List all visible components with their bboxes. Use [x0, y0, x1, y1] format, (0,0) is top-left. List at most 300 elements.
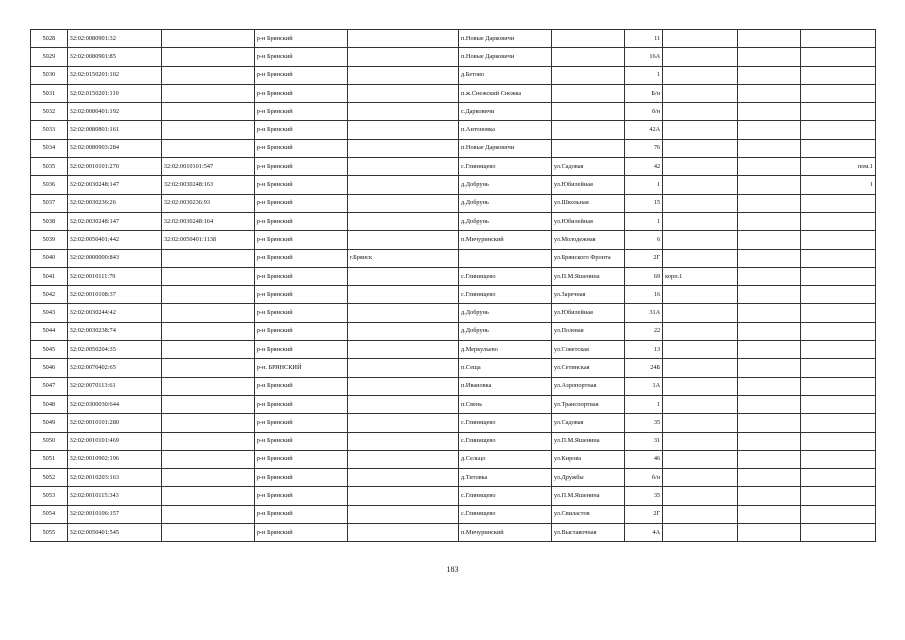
cell-district: р-н Брянский: [254, 194, 347, 212]
cell-cadastral-number: 32:02:0080903:284: [67, 139, 161, 157]
cell-district: р-н Брянский: [254, 103, 347, 121]
table-row: [31, 231, 876, 249]
cell-row-number: 5040: [31, 249, 68, 267]
cell-settlement: с.Дарковичи: [458, 103, 551, 121]
cell-flat: [737, 414, 801, 432]
cell-city: [347, 66, 458, 84]
cell-district: р-н Брянский: [254, 158, 347, 176]
cell-room: [801, 30, 876, 48]
cell-cadastral-number: 32:02:0010101:469: [67, 432, 161, 450]
cell-house-number: 1: [625, 66, 663, 84]
cell-street: ул.Выставочная: [551, 524, 624, 542]
registry-table: [30, 29, 876, 542]
cell-building: [663, 158, 738, 176]
cell-district: р-н Брянский: [254, 249, 347, 267]
cell-cadastral-number-2: [161, 450, 254, 468]
cell-cadastral-number: 32:02:0010902:196: [67, 450, 161, 468]
cell-room: [801, 267, 876, 285]
cell-house-number: 1: [625, 395, 663, 413]
cell-row-number: 5044: [31, 322, 68, 340]
cell-district: р-н Брянский: [254, 84, 347, 102]
table-row: [31, 176, 876, 194]
cell-building: [663, 30, 738, 48]
cell-flat: [737, 377, 801, 395]
cell-building: [663, 322, 738, 340]
table-row: [31, 267, 876, 285]
cell-city: [347, 30, 458, 48]
cell-house-number: 11: [625, 30, 663, 48]
cell-district: р-н Брянский: [254, 121, 347, 139]
cell-building: корп.1: [663, 267, 738, 285]
cell-street: ул.Молодежная: [551, 231, 624, 249]
cell-row-number: 5045: [31, 341, 68, 359]
cell-cadastral-number-2: [161, 249, 254, 267]
cell-room: [801, 84, 876, 102]
cell-house-number: 31А: [625, 304, 663, 322]
cell-room: [801, 341, 876, 359]
cell-building: [663, 432, 738, 450]
cell-building: [663, 84, 738, 102]
cell-street: ул.Транспортная: [551, 395, 624, 413]
cell-city: [347, 286, 458, 304]
cell-flat: [737, 66, 801, 84]
cell-building: [663, 194, 738, 212]
cell-street: ул.Садовая: [551, 414, 624, 432]
table-row: [31, 158, 876, 176]
cell-row-number: 5047: [31, 377, 68, 395]
cell-row-number: 5051: [31, 450, 68, 468]
cell-cadastral-number: 32:02:0080401:192: [67, 103, 161, 121]
cell-cadastral-number-2: [161, 414, 254, 432]
cell-flat: [737, 48, 801, 66]
cell-room: [801, 139, 876, 157]
cell-row-number: 5029: [31, 48, 68, 66]
cell-street: ул.Свиластов: [551, 505, 624, 523]
cell-house-number: 1: [625, 176, 663, 194]
cell-street: ул.Брянского Фронта: [551, 249, 624, 267]
cell-district: р-н Брянский: [254, 377, 347, 395]
cell-row-number: 5052: [31, 469, 68, 487]
cell-row-number: 5049: [31, 414, 68, 432]
cell-room: [801, 66, 876, 84]
table-row: [31, 432, 876, 450]
table-row: [31, 414, 876, 432]
cell-settlement: п.Мичуринский: [458, 524, 551, 542]
cell-district: р-н Брянский: [254, 176, 347, 194]
cell-settlement: с.Глинищево: [458, 158, 551, 176]
cell-room: [801, 450, 876, 468]
cell-room: [801, 322, 876, 340]
cell-cadastral-number: 32:02:0000000:843: [67, 249, 161, 267]
cell-cadastral-number-2: [161, 286, 254, 304]
cell-district: р-н Брянский: [254, 322, 347, 340]
cell-settlement: д.Добрунь: [458, 322, 551, 340]
cell-building: [663, 341, 738, 359]
cell-room: [801, 432, 876, 450]
cell-cadastral-number: 32:02:0010101:280: [67, 414, 161, 432]
cell-row-number: 5036: [31, 176, 68, 194]
cell-room: [801, 414, 876, 432]
cell-house-number: 69: [625, 267, 663, 285]
cell-district: р-н Брянский: [254, 304, 347, 322]
cell-city: [347, 359, 458, 377]
cell-city: [347, 469, 458, 487]
cell-cadastral-number: 32:02:0010203:163: [67, 469, 161, 487]
table-row: [31, 304, 876, 322]
cell-house-number: 4А: [625, 524, 663, 542]
cell-house-number: Б/н: [625, 84, 663, 102]
cell-flat: [737, 103, 801, 121]
cell-house-number: 42: [625, 158, 663, 176]
cell-cadastral-number-2: [161, 139, 254, 157]
cell-row-number: 5035: [31, 158, 68, 176]
cell-district: р-н Брянский: [254, 505, 347, 523]
cell-room: [801, 524, 876, 542]
cell-settlement: п.Новые Дарковичи: [458, 30, 551, 48]
cell-city: [347, 377, 458, 395]
cell-city: [347, 487, 458, 505]
cell-row-number: 5050: [31, 432, 68, 450]
cell-row-number: 5033: [31, 121, 68, 139]
table-row: [31, 469, 876, 487]
table-row: [31, 84, 876, 102]
cell-cadastral-number: 32:02:0050401:442: [67, 231, 161, 249]
cell-cadastral-number-2: [161, 359, 254, 377]
cell-building: [663, 304, 738, 322]
cell-district: р-н Брянский: [254, 231, 347, 249]
cell-house-number: 76: [625, 139, 663, 157]
cell-flat: [737, 341, 801, 359]
cell-district: р-н Брянский: [254, 66, 347, 84]
cell-cadastral-number: 32:02:0070113:61: [67, 377, 161, 395]
cell-settlement: с.Глинищево: [458, 414, 551, 432]
cell-room: [801, 304, 876, 322]
cell-street: ул.П.М.Яшенина: [551, 487, 624, 505]
cell-city: [347, 48, 458, 66]
cell-flat: [737, 84, 801, 102]
cell-house-number: 35: [625, 487, 663, 505]
cell-building: [663, 139, 738, 157]
cell-row-number: 5028: [31, 30, 68, 48]
table-row: [31, 194, 876, 212]
cell-room: [801, 121, 876, 139]
cell-flat: [737, 212, 801, 230]
cell-house-number: 24Б: [625, 359, 663, 377]
cell-room: [801, 286, 876, 304]
cell-cadastral-number-2: 32:02:0030248:163: [161, 176, 254, 194]
cell-house-number: 2Г: [625, 249, 663, 267]
table-row: [31, 139, 876, 157]
cell-room: [801, 469, 876, 487]
cell-cadastral-number: 32:02:0050401:545: [67, 524, 161, 542]
cell-settlement: п.Ивановка: [458, 377, 551, 395]
cell-city: [347, 139, 458, 157]
cell-flat: [737, 505, 801, 523]
cell-row-number: 5041: [31, 267, 68, 285]
table-row: [31, 450, 876, 468]
cell-house-number: 13: [625, 341, 663, 359]
cell-cadastral-number-2: [161, 505, 254, 523]
cell-flat: [737, 194, 801, 212]
cell-cadastral-number: 32:02:0030236:26: [67, 194, 161, 212]
cell-building: [663, 249, 738, 267]
cell-cadastral-number-2: 32:02:0050401:1138: [161, 231, 254, 249]
table-row: [31, 359, 876, 377]
cell-district: р-н Брянский: [254, 267, 347, 285]
cell-city: [347, 341, 458, 359]
cell-street: [551, 103, 624, 121]
cell-building: [663, 231, 738, 249]
cell-cadastral-number: 32:02:0030248:147: [67, 176, 161, 194]
cell-city: [347, 304, 458, 322]
cell-house-number: 16: [625, 286, 663, 304]
cell-building: [663, 212, 738, 230]
cell-row-number: 5039: [31, 231, 68, 249]
cell-row-number: 5030: [31, 66, 68, 84]
table-row: [31, 66, 876, 84]
cell-house-number: б/н: [625, 469, 663, 487]
cell-building: [663, 524, 738, 542]
cell-cadastral-number-2: [161, 121, 254, 139]
cell-row-number: 5031: [31, 84, 68, 102]
cell-settlement: с.Глинищево: [458, 286, 551, 304]
cell-street: [551, 48, 624, 66]
cell-room: [801, 231, 876, 249]
cell-building: [663, 48, 738, 66]
cell-city: [347, 414, 458, 432]
cell-building: [663, 286, 738, 304]
cell-row-number: 5055: [31, 524, 68, 542]
table-row: [31, 487, 876, 505]
cell-building: [663, 66, 738, 84]
cell-building: [663, 505, 738, 523]
cell-room: [801, 505, 876, 523]
page-number: 183: [446, 565, 459, 574]
cell-row-number: 5042: [31, 286, 68, 304]
cell-room: пом.1: [801, 158, 876, 176]
cell-building: [663, 414, 738, 432]
cell-house-number: 2Г: [625, 505, 663, 523]
cell-cadastral-number-2: [161, 103, 254, 121]
cell-flat: [737, 450, 801, 468]
cell-cadastral-number: 32:02:0030248:147: [67, 212, 161, 230]
cell-city: [347, 505, 458, 523]
cell-cadastral-number: 32:02:0050204:35: [67, 341, 161, 359]
cell-room: [801, 487, 876, 505]
cell-street: [551, 139, 624, 157]
cell-street: [551, 84, 624, 102]
cell-city: [347, 524, 458, 542]
table-row: [31, 286, 876, 304]
cell-flat: [737, 304, 801, 322]
cell-district: р-н Брянский: [254, 469, 347, 487]
cell-house-number: 42А: [625, 121, 663, 139]
cell-settlement: п.ж.Снежский Снежка: [458, 84, 551, 102]
cell-district: р-н Брянский: [254, 395, 347, 413]
cell-flat: [737, 395, 801, 413]
cell-house-number: б/н: [625, 103, 663, 121]
cell-city: [347, 322, 458, 340]
cell-room: [801, 194, 876, 212]
cell-district: р-н Брянский: [254, 341, 347, 359]
cell-room: [801, 395, 876, 413]
cell-cadastral-number-2: [161, 48, 254, 66]
cell-flat: [737, 139, 801, 157]
cell-flat: [737, 469, 801, 487]
cell-flat: [737, 267, 801, 285]
cell-street: ул.Садовая: [551, 158, 624, 176]
cell-district: р-н Брянский: [254, 48, 347, 66]
cell-cadastral-number: 32:02:0010115:343: [67, 487, 161, 505]
cell-flat: [737, 524, 801, 542]
cell-district: р-н Брянский: [254, 30, 347, 48]
cell-building: [663, 103, 738, 121]
cell-cadastral-number: 32:02:0150201:102: [67, 66, 161, 84]
cell-city: [347, 450, 458, 468]
cell-building: [663, 377, 738, 395]
cell-street: ул.Сетинская: [551, 359, 624, 377]
cell-row-number: 5048: [31, 395, 68, 413]
cell-settlement: с.Глинищево: [458, 505, 551, 523]
cell-settlement: п.Мичуринский: [458, 231, 551, 249]
cell-cadastral-number-2: [161, 304, 254, 322]
cell-district: р-н Брянский: [254, 286, 347, 304]
cell-city: [347, 121, 458, 139]
cell-room: [801, 359, 876, 377]
cell-building: [663, 395, 738, 413]
cell-flat: [737, 487, 801, 505]
cell-settlement: д.Добрунь: [458, 194, 551, 212]
cell-room: [801, 377, 876, 395]
cell-house-number: 15: [625, 194, 663, 212]
table-row: [31, 395, 876, 413]
cell-city: [347, 84, 458, 102]
cell-settlement: с.Глинищево: [458, 267, 551, 285]
cell-street: ул.Юбилейная: [551, 176, 624, 194]
cell-city: г.Брянск: [347, 249, 458, 267]
cell-row-number: 5032: [31, 103, 68, 121]
cell-settlement: [458, 249, 551, 267]
cell-cadastral-number-2: [161, 432, 254, 450]
cell-house-number: 1: [625, 212, 663, 230]
cell-street: ул.Кирова: [551, 450, 624, 468]
cell-cadastral-number: 32:02:0300030:644: [67, 395, 161, 413]
cell-cadastral-number-2: [161, 395, 254, 413]
cell-district: р-н Брянский: [254, 432, 347, 450]
cell-row-number: 5034: [31, 139, 68, 157]
cell-flat: [737, 249, 801, 267]
cell-street: ул.Заречная: [551, 286, 624, 304]
cell-district: р-н Брянский: [254, 139, 347, 157]
cell-district: р-н. БРЯНСКИЙ: [254, 359, 347, 377]
cell-cadastral-number-2: 32:02:0030248:164: [161, 212, 254, 230]
cell-flat: [737, 359, 801, 377]
cell-settlement: п.Сеща: [458, 359, 551, 377]
cell-room: 1: [801, 176, 876, 194]
table-row: [31, 103, 876, 121]
cell-cadastral-number: 32:02:0010101:270: [67, 158, 161, 176]
cell-row-number: 5043: [31, 304, 68, 322]
cell-house-number: 1А: [625, 377, 663, 395]
cell-house-number: 46: [625, 450, 663, 468]
cell-cadastral-number: 32:02:0030238:74: [67, 322, 161, 340]
cell-street: ул.П.М.Яшенина: [551, 432, 624, 450]
cell-street: [551, 30, 624, 48]
cell-cadastral-number: 32:02:0150201:110: [67, 84, 161, 102]
cell-street: ул.Школьная: [551, 194, 624, 212]
cell-building: [663, 487, 738, 505]
cell-city: [347, 176, 458, 194]
cell-cadastral-number-2: [161, 30, 254, 48]
cell-house-number: 31: [625, 432, 663, 450]
cell-settlement: д.Добрунь: [458, 304, 551, 322]
cell-cadastral-number-2: [161, 469, 254, 487]
cell-settlement: д.Сельцо: [458, 450, 551, 468]
cell-district: р-н Брянский: [254, 450, 347, 468]
cell-settlement: с.Глинищево: [458, 487, 551, 505]
cell-row-number: 5054: [31, 505, 68, 523]
cell-house-number: 35: [625, 414, 663, 432]
cell-cadastral-number: 32:02:0080801:161: [67, 121, 161, 139]
cell-street: ул.Дружбы: [551, 469, 624, 487]
cell-cadastral-number-2: [161, 267, 254, 285]
table-row: [31, 377, 876, 395]
table-row: [31, 121, 876, 139]
cell-cadastral-number-2: [161, 524, 254, 542]
cell-flat: [737, 432, 801, 450]
cell-settlement: п.Антоновка: [458, 121, 551, 139]
cell-room: [801, 48, 876, 66]
cell-row-number: 5046: [31, 359, 68, 377]
cell-row-number: 5037: [31, 194, 68, 212]
table-row: [31, 322, 876, 340]
cell-cadastral-number: 32:02:0080901:85: [67, 48, 161, 66]
cell-house-number: 6: [625, 231, 663, 249]
table-row: [31, 249, 876, 267]
cell-cadastral-number-2: [161, 487, 254, 505]
cell-row-number: 5053: [31, 487, 68, 505]
cell-city: [347, 395, 458, 413]
table-row: [31, 524, 876, 542]
cell-flat: [737, 286, 801, 304]
cell-room: [801, 212, 876, 230]
cell-settlement: п.Свень: [458, 395, 551, 413]
cell-cadastral-number: 32:02:0010108:37: [67, 286, 161, 304]
cell-settlement: д.Бетово: [458, 66, 551, 84]
cell-city: [347, 267, 458, 285]
cell-street: ул.Юбилейная: [551, 212, 624, 230]
cell-settlement: д.Добрунь: [458, 212, 551, 230]
cell-flat: [737, 30, 801, 48]
cell-cadastral-number-2: [161, 66, 254, 84]
cell-building: [663, 450, 738, 468]
cell-street: ул.Полевая: [551, 322, 624, 340]
cell-room: [801, 249, 876, 267]
cell-city: [347, 212, 458, 230]
cell-city: [347, 103, 458, 121]
cell-district: р-н Брянский: [254, 212, 347, 230]
table-row: [31, 505, 876, 523]
cell-cadastral-number: 32:02:0080901:32: [67, 30, 161, 48]
cell-flat: [737, 158, 801, 176]
table-row: [31, 341, 876, 359]
cell-building: [663, 121, 738, 139]
cell-settlement: п.Новые Дарковичи: [458, 48, 551, 66]
cell-cadastral-number: 32:02:0030244:42: [67, 304, 161, 322]
cell-settlement: п.Новые Дарковичи: [458, 139, 551, 157]
cell-flat: [737, 121, 801, 139]
cell-settlement: д.Меркульево: [458, 341, 551, 359]
